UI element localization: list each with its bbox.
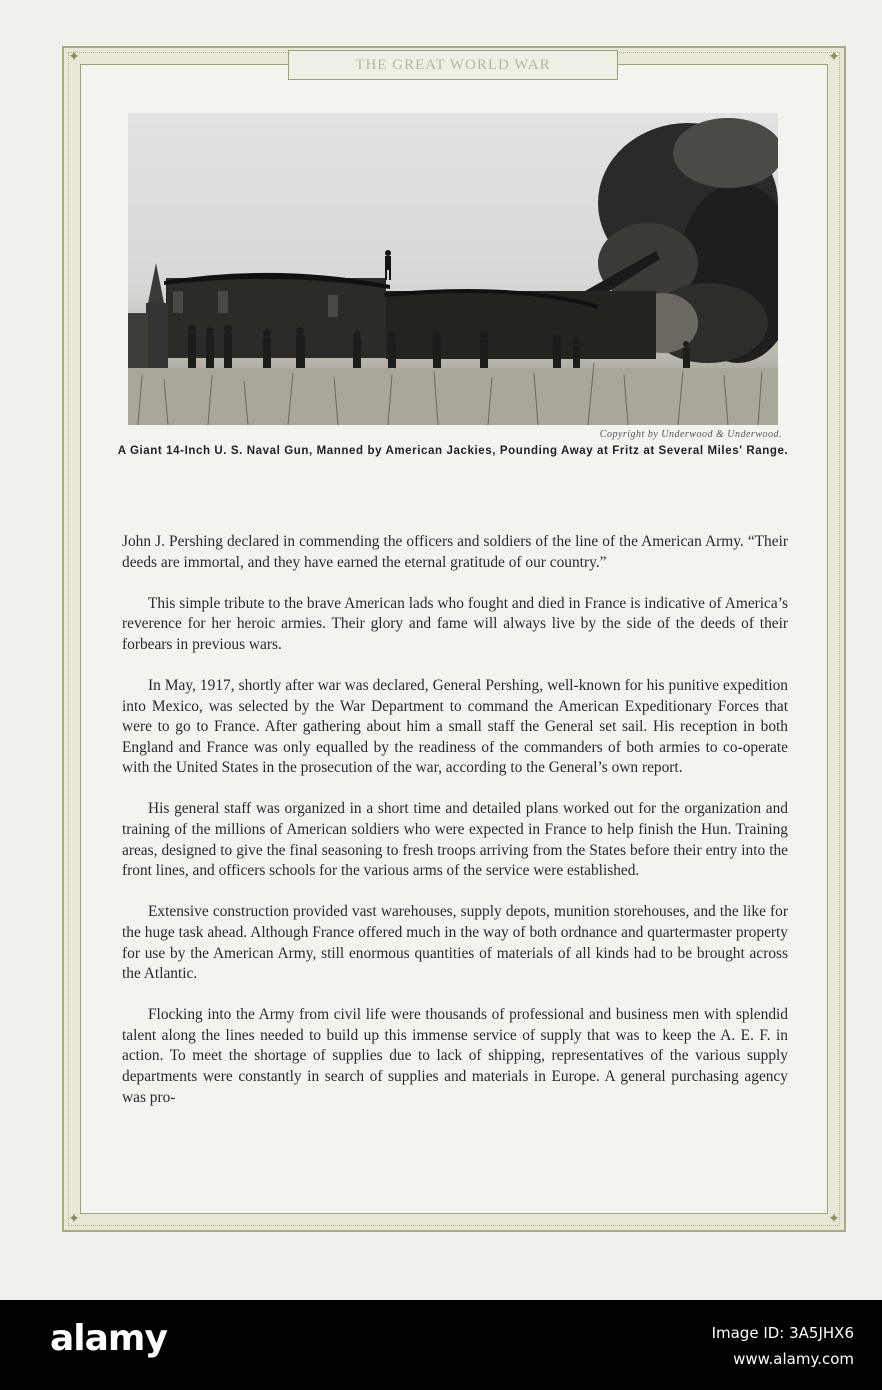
stock-image-id: Image ID: 3A5JHX6 bbox=[711, 1324, 854, 1342]
stock-brand-logo: alamy bbox=[50, 1318, 167, 1359]
running-header-title: THE GREAT WORLD WAR bbox=[355, 56, 551, 73]
corner-ornament-icon: ✦ bbox=[828, 50, 840, 65]
paragraph: John J. Pershing declared in commending the officers and soldiers of the line of the American Army. “Their deeds are immortal, and they have earned the eternal gratitude of our country.” bbox=[122, 533, 788, 571]
corner-ornament-icon: ✦ bbox=[68, 50, 80, 65]
paragraph: This simple tribute to the brave American lads who fought and died in France is indicative of America’s reverence for her heroic armies. Their glory and fame will always live by the side of the deeds of their forbears in previous wars. bbox=[122, 594, 788, 653]
paragraph: Flocking into the Army from civil life were thousands of professional and business men with splendid talent along the lines needed to build up this immense service of supply that was to keep the A. E. F. in action. To meet the shortage of supplies due to lack of shipping, representatives of the various supply departments were constantly in search of supplies and materials in Europe. A general purchasing agency was pro- bbox=[122, 1006, 788, 1106]
naval-gun-photo-illustration bbox=[128, 113, 778, 425]
paragraph: In May, 1917, shortly after war was declared, General Pershing, well-known for his punitive expedition into Mexico, was selected by the War Department to command the American Expeditionary Forces that were to go to France. After gathering about him a small staff the General set sail. His reception in both England and France was only equalled by the readiness of the commanders of both armies to co-operate with the United States in the prosecution of the war, according to the General’s own report. bbox=[122, 676, 788, 777]
sailor-on-roof bbox=[385, 250, 391, 280]
running-header bbox=[288, 50, 618, 80]
corner-ornament-icon: ✦ bbox=[828, 1212, 840, 1227]
article-body bbox=[122, 532, 788, 1129]
photo-caption: A Giant 14-Inch U. S. Naval Gun, Manned by American Jackies, Pounding Away at Fritz at Several Miles' Range. bbox=[117, 445, 789, 457]
paragraph: Extensive construction provided vast warehouses, supply depots, munition storehouses, and the like for the huge task ahead. Although France offered much in the way of both ordnance and quartermaster property for use by the American Army, still enormous quantities of materials of all kinds had to be brought across the Atlantic. bbox=[122, 903, 788, 983]
paragraph: His general staff was organized in a short time and detailed plans worked out for the organization and training of the millions of American soldiers who were expected in France to help finish the Hun. Training areas, designed to give the final seasoning to fresh troops arriving from the States before their entry into the front lines, and officers schools for the various arms of the service were established. bbox=[122, 800, 788, 880]
naval-gun-photograph bbox=[128, 113, 778, 425]
stock-site-url: www.alamy.com bbox=[733, 1350, 854, 1368]
corner-ornament-icon: ✦ bbox=[68, 1212, 80, 1227]
photo-credit: Copyright by Underwood & Underwood. bbox=[599, 429, 782, 440]
